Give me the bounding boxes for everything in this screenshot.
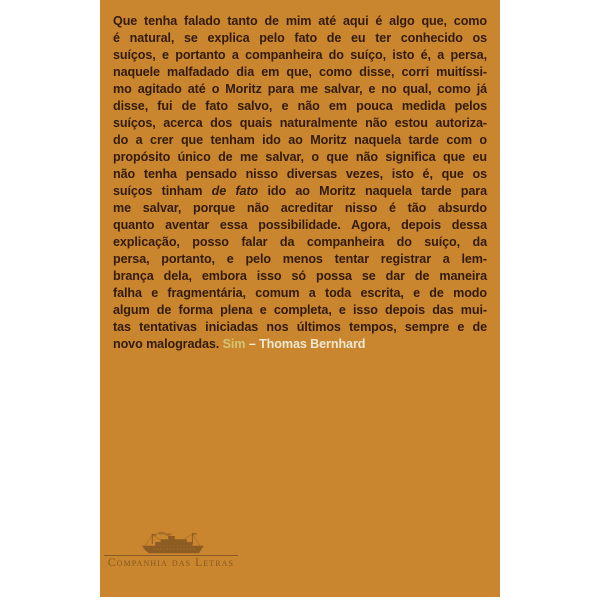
text-line: tas tentativas iniciadas nos últimos tempos, sempre e de — [113, 320, 487, 334]
logo-divider — [104, 555, 238, 556]
text-line: explicação, posso falar da companheira do suíço, da — [113, 235, 487, 249]
ship-icon — [104, 529, 238, 557]
text-line: é natural, se explica pelo fato de eu ter conhecido os — [113, 31, 487, 45]
publisher-name: Companhia das Letras — [107, 557, 235, 569]
text-line: mo agitado até o Moritz para me salvar, e no qual, como já — [113, 82, 487, 96]
text-line: suíços, acerca dos quais naturalmente não estou autoriza- — [113, 116, 487, 130]
text-line: naquele malfadado dia em que, como disse, corri muitíssi- — [113, 65, 487, 79]
text-line: suíços tinham de fato ido ao Moritz naquela tarde para — [113, 184, 487, 198]
book-text — [113, 13, 487, 353]
text-line: não tenha pensado nisso diversas vezes, isto é, que os — [113, 167, 487, 181]
text-line: novo malogradas. Sim – Thomas Bernhard — [113, 337, 366, 351]
book-cover — [100, 0, 500, 597]
text-line: brança dela, embora isso só possa se dar de maneira — [113, 269, 487, 283]
text-line: quanto aventar essa possibilidade. Agora, depois dessa — [113, 218, 487, 232]
text-line: falha e fragmentária, comum a toda escrita, e de modo — [113, 286, 487, 300]
text-line: suíços, e portanto a companheira do suíço, isto é, a persa, — [113, 48, 487, 62]
text-line: algum de forma plena e completa, e isso depois das mui- — [113, 303, 487, 317]
text-line: Que tenha falado tanto de mim até aqui é algo que, como — [113, 14, 487, 28]
text-line: disse, fui de fato salvo, e não em pouca medida pelos — [113, 99, 487, 113]
text-line: do a crer que tenham ido ao Moritz naquela tarde com o — [113, 133, 487, 147]
publisher-logo — [103, 529, 239, 569]
text-line: persa, portanto, e pelo menos tentar registrar a lem- — [113, 252, 487, 266]
text-line: propósito único de me salvar, o que não significa que eu — [113, 150, 487, 164]
text-line: me salvar, porque não acreditar nisso é tão absurdo — [113, 201, 487, 215]
